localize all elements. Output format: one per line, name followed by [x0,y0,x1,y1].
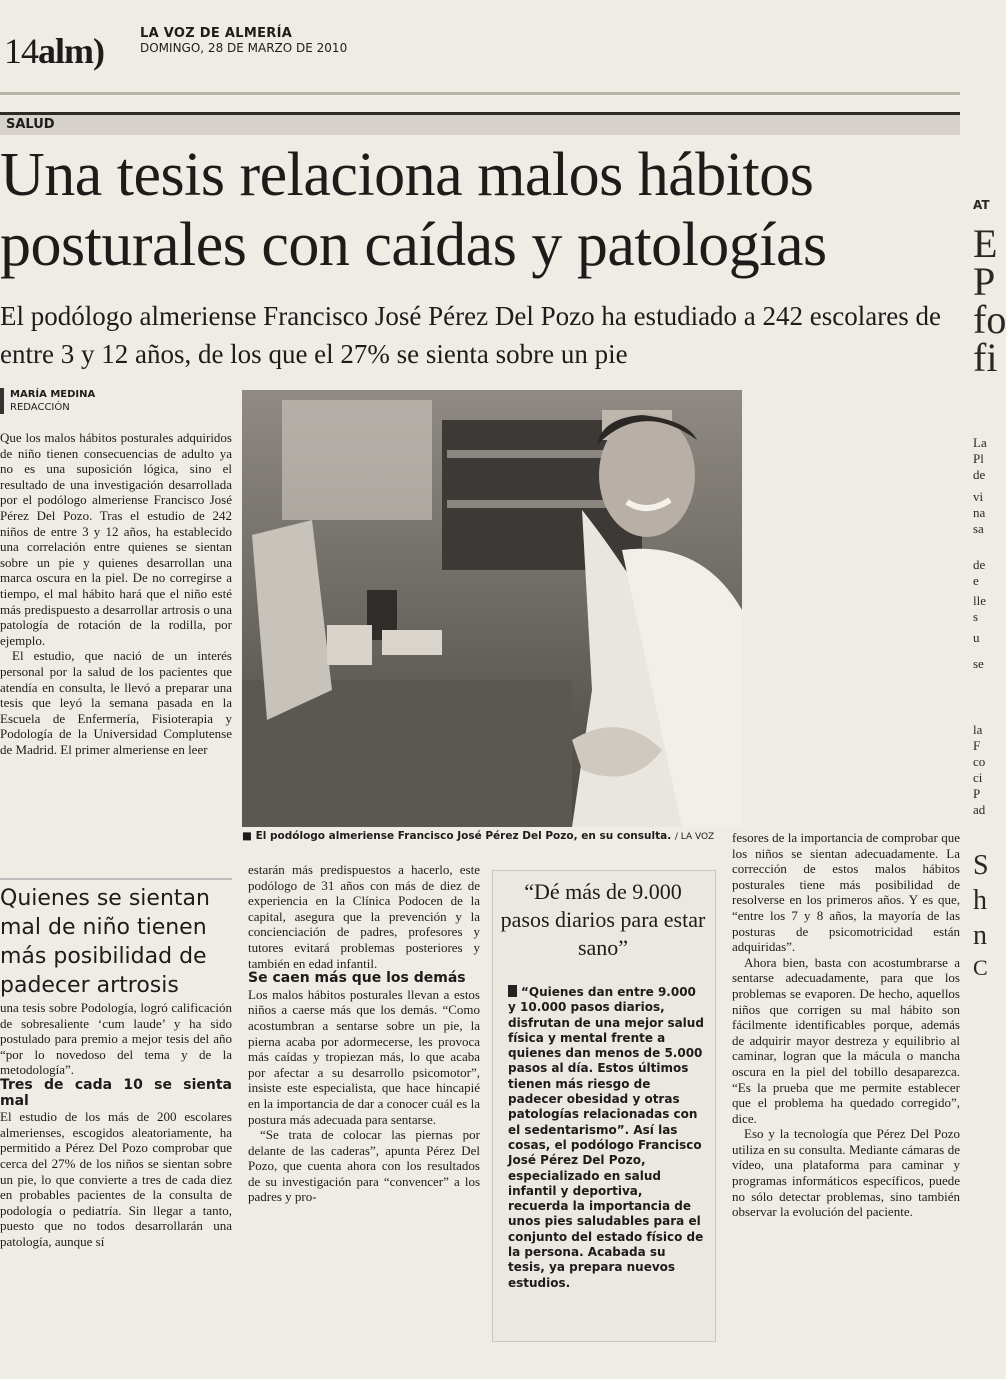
paragraph: estarán más predispuestos a hacerlo, este podólogo de 31 años con más de diez de experiencia en la Clínica Podocen de la capital, asegura que la prevención y la concienciación de padres, profesores y tutores evitará problemas posteriores y también en edad infantil. [248,862,480,971]
fragment: u [973,630,980,645]
section-code: alm) [38,31,104,71]
bullet-square-icon [508,985,517,997]
byline-role: REDACCIÓN [10,402,70,413]
paragraph: El estudio de los más de 200 escolares almerienses, escogidos aleatoriamente, ha permitido a Pérez Del Pozo comprobar que cerca del 27% de los niños se sientan sobre un pie, lo que convierte a tres de cada diez en probables pacientes de la consulta de podología o pediatría. Sin llegar a tanto, puesto que no todos desarrollarán una patología, aunque sí [0,1109,232,1249]
section-bar [0,112,960,135]
section-subhead: Se caen más que los demás [248,970,466,987]
fragment: P [973,259,996,304]
fragment: E [973,221,998,266]
fragment: C [973,955,988,980]
sidebar-text-body: “Quienes dan entre 9.000 y 10.000 pasos diarios, disfrutan de una mejor salud física y mental frente a quienes dan menos de 5.000 pasos al día. Estos últimos tienen más riesgo de padecer obesidad y otras patologías relacionadas con el sedentarismo”. Así las cosas, el podólogo Francisco José Pérez Del Pozo, especializado en salud infantil y deportiva, recuerda la importancia de unos pies saludables para el conjunto del estado físico de la persona. Acabada su tesis, ya prepara nuevos estudios. [508,985,704,1290]
paragraph: fesores de la importancia de comprobar que los niños se sientan adecuadamente. La corrección de estos malos hábitos posturales tiene más posibilidad de resolverse en los primeros años. Y es que, “entre los 7 y 8 años, la mayoría de las posturas de psicomotricidad están adquiridas”. [732,830,960,955]
paragraph: El estudio, que nació de un interés personal por la salud de los pacientes que atendía en consulta, le llevó a preparar una tesis que leyó la semana pasada en la Escuela de Enfermería, Fisioterapia y Podología de la Universidad Complutense de Madrid. El primer almeriense en leer [0,648,232,757]
section-subhead: Tres de cada 10 se sienta mal [0,1076,232,1109]
section-label: SALUD [6,117,55,132]
fragment: de [973,467,986,482]
article-column-1-continued [0,1000,232,1250]
photo-illustration [242,390,742,827]
fragment: fo [973,297,1006,342]
page-number-value: 14 [4,31,38,71]
fragment: se [973,656,984,671]
fragment: La [973,435,987,450]
fragment: AT [973,198,990,212]
caption-text: El podólogo almeriense Francisco José Pérez Del Pozo, en su consulta. [255,830,672,842]
article-column-2 [248,862,480,1205]
fragment: h [973,885,987,916]
fragment: s [973,609,979,624]
fragment: S [973,850,989,881]
fragment: fi [973,335,998,380]
paragraph: “Se trata de colocar las piernas por delante de las caderas”, apunta Pérez Del Pozo, que cuenta ahora con los resultados de su investigación para “convencer” a los padres y pro- [248,1127,480,1205]
fragment: sa [973,521,984,536]
publication-date: DOMINGO, 28 DE MARZO DE 2010 [140,41,348,55]
subheadline: El podólogo almeriense Francisco José Pérez Del Pozo ha estudiado a 242 escolares de entre 3 y 12 años, de los que el 27% se sienta sobre un pie [0,301,941,369]
pull-quote: Quienes se sientan mal de niño tienen más posibilidad de padecer artrosis [0,878,232,1000]
fragment: de [973,557,986,572]
fragment: lle [973,593,986,608]
header-divider [0,92,960,95]
fragment: n [973,920,987,951]
paragraph: Ahora bien, basta con acostumbrarse a sentarse adecuadamente, para que los problemas se evaporen. De hecho, aquellos niños que corrigen su mal hábito son fácilmente identificables porque, además de adquirir mayor destreza y equilibrio al caminar, logran que la mácula o mancha oscura en la piel del tobillo desaparezca. “Es la prueba que me permite establecer que el problema ha quedado corregido”, dice. [732,954,960,1126]
article-column-1 [0,430,232,757]
fragment: P [973,786,981,801]
fragment: na [973,505,986,520]
photo-caption [242,830,742,842]
paragraph: Los malos hábitos posturales llevan a estos niños a caerse más que los demás. “Como acostumbran a sentarse sobre un pie, la pierna acaba por adormecerse, les provoca más caídas y tropiezan más, lo que acaba por afectar a su desarrollo psicomotor”, insiste este especialista, que hace hincapié en la importancia de dar a conocer cuál es la postura más adecuada para sentarse. [248,986,480,1127]
fragment: Pl [973,451,984,466]
publication-name: LA VOZ DE ALMERÍA [140,26,293,41]
caption-square: ■ [242,830,256,842]
paragraph: Que los malos hábitos posturales adquiridos de niño tienen consecuencias de adulto ya no es una suposición lógica, sino el resultado de una investigación desarrollada por el podólogo almeriense Francisco José Pérez Del Pozo. Tras el estudio de 242 niños de entre 3 y 12 años, ha establecido una correlación entre quienes se sientan sobre un pie y quienes desarrollan una marca oscura en la piel. De no corregirse a tiempo, el mal hábito hará que el niño esté más predispuesto a desarrollar artrosis o una patología de rotación de la rodilla, por ejemplo. [0,430,232,648]
headline: Una tesis relaciona malos hábitos posturales con caídas y patologías [0,141,827,279]
fragment: co [973,754,986,769]
fragment: ad [973,802,986,817]
fragment: vi [973,489,984,504]
sidebar-text [508,985,704,1291]
byline-author: MARÍA MEDINA [10,389,96,400]
byline [0,388,95,414]
paragraph: Eso y la tecnología que Pérez Del Pozo utiliza en su consulta. Mediante cámaras de vídeo, una plataforma para caminar y programas informáticos específicos, puede no sólo detectar problemas, sino también observar la evolución del paciente. [732,1126,960,1220]
sidebar-quote: “Dé más de 9.000 pasos diarios para estar sano” [500,879,706,960]
photo-credit: / LA VOZ [674,832,715,842]
article-photo [242,390,742,827]
page-number [4,30,104,72]
fragment: ci [973,770,983,785]
paragraph: una tesis sobre Podología, logró calificación de sobresaliente ‘cum laude’ y ha sido postulado para premio a mejor tesis del año “por lo novedoso del tema y de la metodología”. [0,1000,232,1078]
publication-info [140,26,347,56]
fragment: e [973,573,979,588]
adjacent-page-edge [963,90,1006,1379]
fragment: la [973,722,983,737]
article-column-4 [732,830,960,1220]
fragment: F [973,738,981,753]
